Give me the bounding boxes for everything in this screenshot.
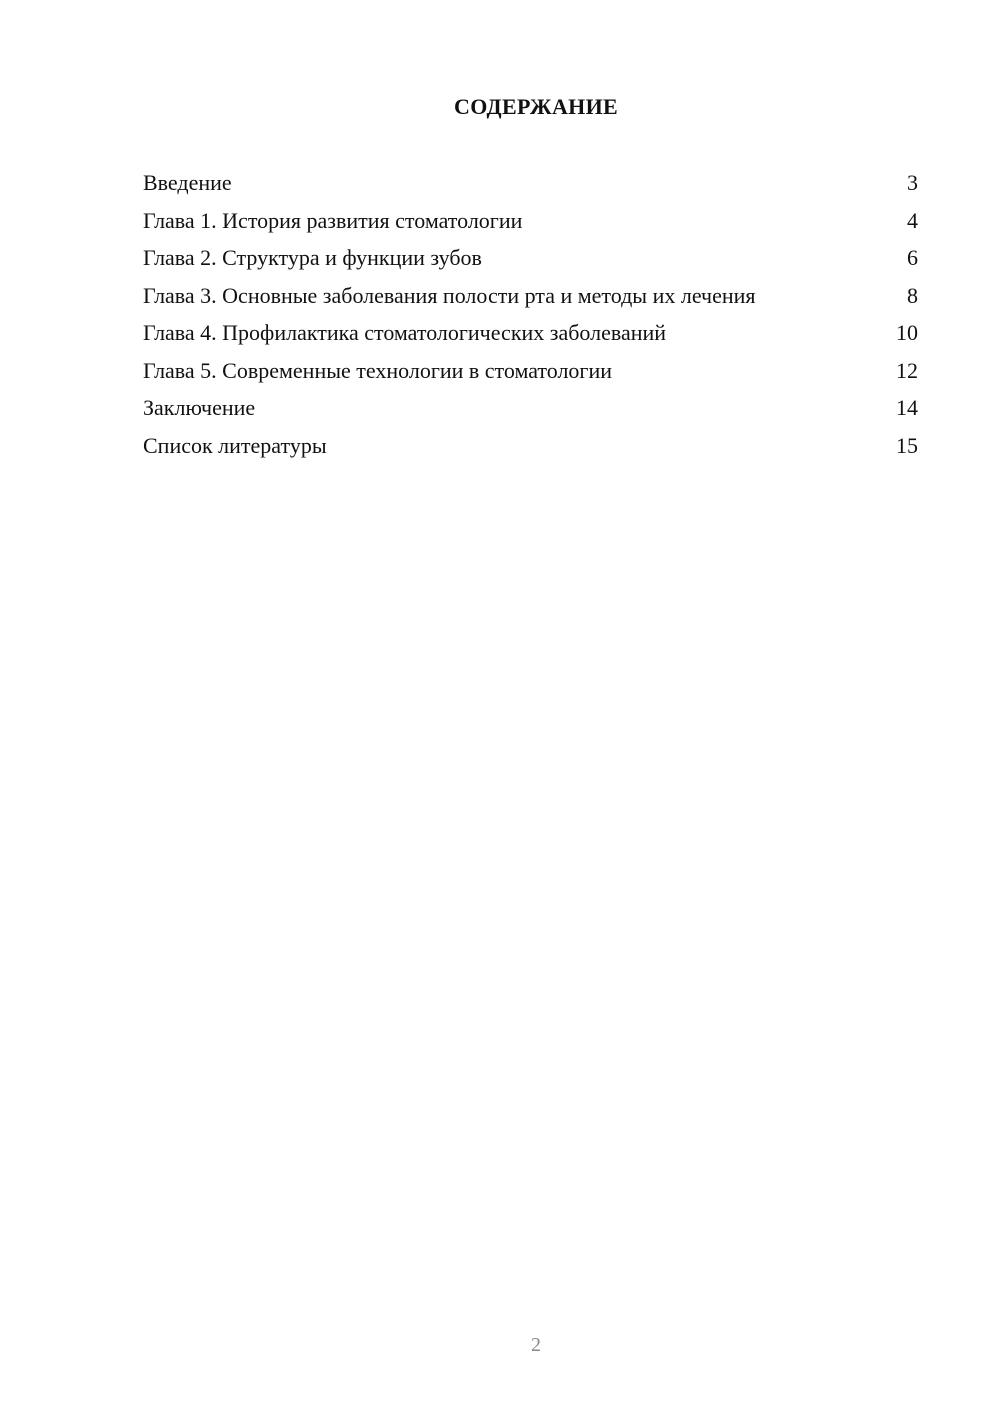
toc-entry-page: 4 xyxy=(907,207,918,233)
toc-entry-page: 8 xyxy=(907,282,918,308)
toc-entry-label: Глава 5. Современные технологии в стоматологии xyxy=(143,357,613,383)
toc-entry-page: 10 xyxy=(896,320,918,345)
toc-entry-page: 6 xyxy=(907,245,918,270)
toc-entry-label: Глава 2. Структура и функции зубов xyxy=(143,245,482,270)
page-title: СОДЕРЖАНИЕ xyxy=(454,94,618,119)
toc-entry-page: 14 xyxy=(896,395,918,420)
toc-entry-label: Заключение xyxy=(143,395,256,420)
toc-entry-page: 3 xyxy=(907,170,918,195)
toc-entry-page: 15 xyxy=(896,432,918,458)
toc-entry-chapter-2 xyxy=(143,245,918,271)
toc-entry-chapter-5 xyxy=(143,358,918,384)
toc-entry-label: Введение xyxy=(143,170,232,195)
toc-entry-introduction xyxy=(143,170,918,196)
toc-entry-chapter-1 xyxy=(143,208,918,234)
toc-entry-label: Глава 3. Основные заболевания полости рта и методы их лечения xyxy=(143,282,756,308)
page-number: 2 xyxy=(531,1334,541,1356)
table-of-contents xyxy=(143,170,918,470)
toc-entry-chapter-4 xyxy=(143,320,918,346)
toc-entry-label: Глава 1. История развития стоматологии xyxy=(143,207,523,233)
toc-entry-label: Глава 4. Профилактика стоматологических заболеваний xyxy=(143,320,667,345)
toc-entry-chapter-3 xyxy=(143,283,918,309)
toc-entry-references xyxy=(143,433,918,459)
toc-entry-conclusion xyxy=(143,395,918,421)
toc-entry-label: Список литературы xyxy=(143,432,327,458)
toc-entry-page: 12 xyxy=(896,357,918,383)
